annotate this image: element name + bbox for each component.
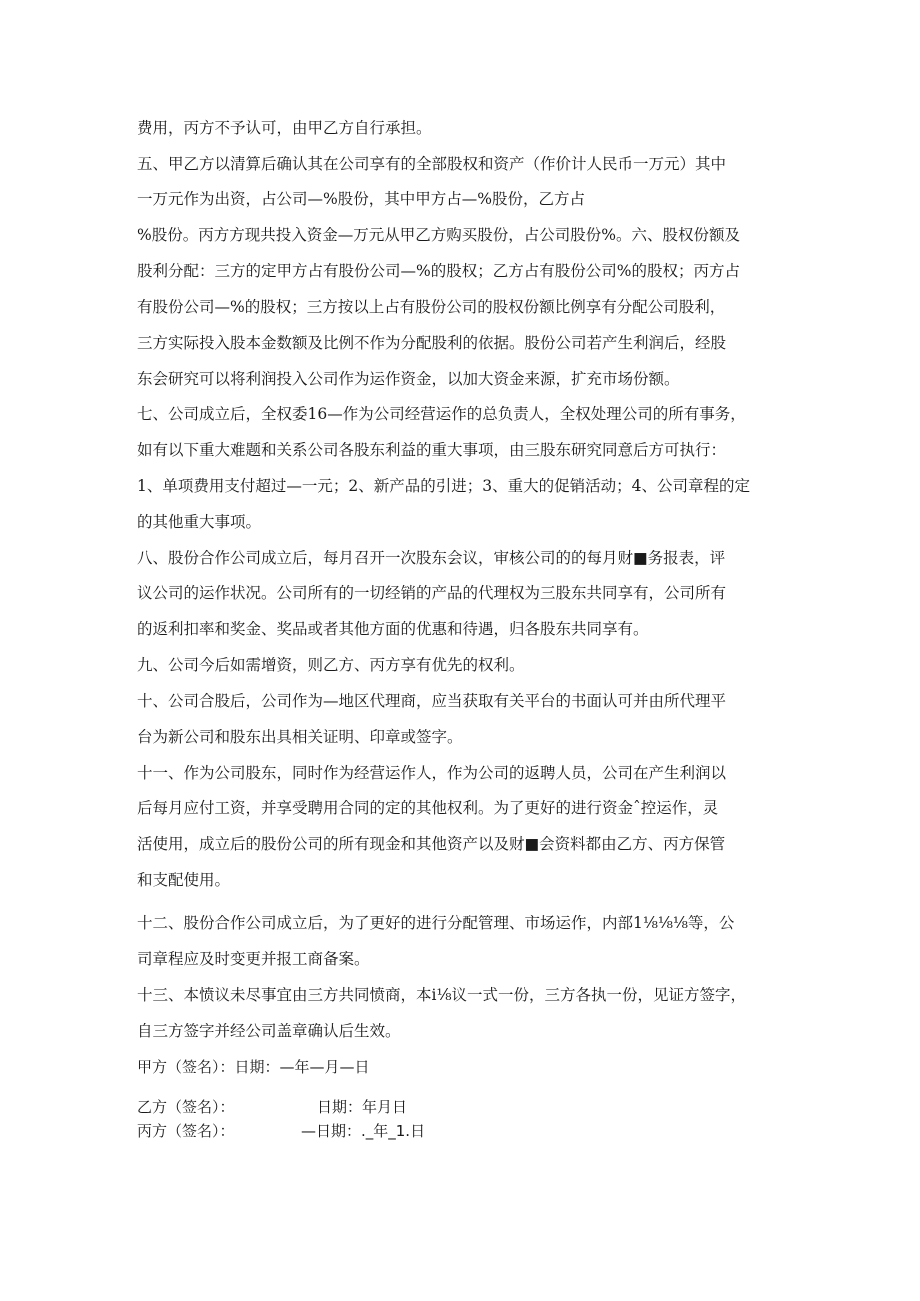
text-line: 如有以下重大难题和关系公司各股东利益的重大事项，由三股东研究同意后方可执行： [137, 441, 727, 459]
text-line: 后每月应付工资，并享受聘用合同的定的其他权利。为了更好的进行资金ˆ控运作，灵 [137, 799, 719, 817]
text-line: 和支配使用。 [137, 871, 231, 889]
text-line: 十三、本愤议未尽事宜由三方共同愤商，本i⅛议一式一份，三方各执一份，见证方签字， [137, 986, 746, 1004]
text-line: 台为新公司和股东出具相关证明、印章或签字。 [137, 728, 463, 746]
party-b-date: 日期：年月日 [317, 1098, 408, 1116]
text-line: 自三方签字并经公司盖章确认后生效。 [137, 1022, 401, 1040]
text-line: 七、公司成立后，全权委16—作为公司经营运作的总负责人，全权处理公司的所有事务， [137, 405, 746, 423]
text-line: 的其他重大事项。 [137, 513, 262, 531]
party-c-date: —日期：._年_1.日 [301, 1122, 426, 1140]
text-line: 九、公司今后如需增资，则乙方、丙方享有优先的权利。 [137, 656, 525, 674]
text-line: 十二、股份合作公司成立后，为了更好的进行分配管理、市场运作，内部1⅛⅛⅛等，公 [137, 914, 735, 932]
text-line: 费用，丙方不予认可，由甲乙方自行承担。 [137, 119, 432, 137]
text-line: 股利分配：三方的定甲方占有股份公司—%的股权；乙方占有股份公司%的股权；丙方占 [137, 262, 740, 280]
text-line: 十一、作为公司股东，同时作为经营运作人，作为公司的返聘人员，公司在产生利润以 [137, 764, 727, 782]
text-line: 三方实际投入股本金数额及比例不作为分配股利的依据。股份公司若产生利润后，经股 [137, 334, 727, 352]
party-a-signature-line: 甲方（签名）：日期：—年—月—日 [137, 1058, 370, 1076]
text-line: 的返利扣率和奖金、奖品或者其他方面的优惠和待遇，归各股东共同享有。 [137, 620, 649, 638]
text-line: 八、股份合作公司成立后，每月召开一次股东会议，审核公司的的每月财■务报表，评 [137, 549, 726, 567]
text-line: 东会研究可以将利润投入公司作为运作资金，以加大资金来源，扩充市场份额。 [137, 370, 680, 388]
text-line: 活使用，成立后的股份公司的所有现金和其他资产以及财■会资料都由乙方、丙方保管 [137, 835, 726, 853]
party-c-signature-label: 丙方（签名）： [137, 1122, 235, 1140]
text-line: 五、甲乙方以清算后确认其在公司享有的全部股权和资产（作价计人民币一万元）其中 [137, 155, 727, 173]
text-line: 有股份公司—%的股权；三方按以上占有股份公司的股权份额比例享有分配公司股利， [137, 298, 726, 316]
text-line: %股份。丙方方现共投入资金—万元从甲乙方购买股份，占公司股份%。六、股权份额及 [137, 226, 740, 244]
text-line: 议公司的运作状况。公司所有的一切经销的产品的代理权为三股东共同享有，公司所有 [137, 584, 727, 602]
text-line: 1、单项费用支付超过—一元；2、新产品的引进；3、重大的促销活动；4、公司章程的定 [137, 477, 750, 495]
text-line: 一万元作为出资，占公司—%股份，其中甲方占—%股份，乙方占 [137, 190, 585, 208]
party-b-signature-label: 乙方（签名）： [137, 1098, 235, 1116]
text-line: 十、公司合股后，公司作为—地区代理商，应当获取有关平台的书面认可并由所代理平 [137, 692, 727, 710]
text-line: 司章程应及时变更并报工商备案。 [137, 950, 370, 968]
